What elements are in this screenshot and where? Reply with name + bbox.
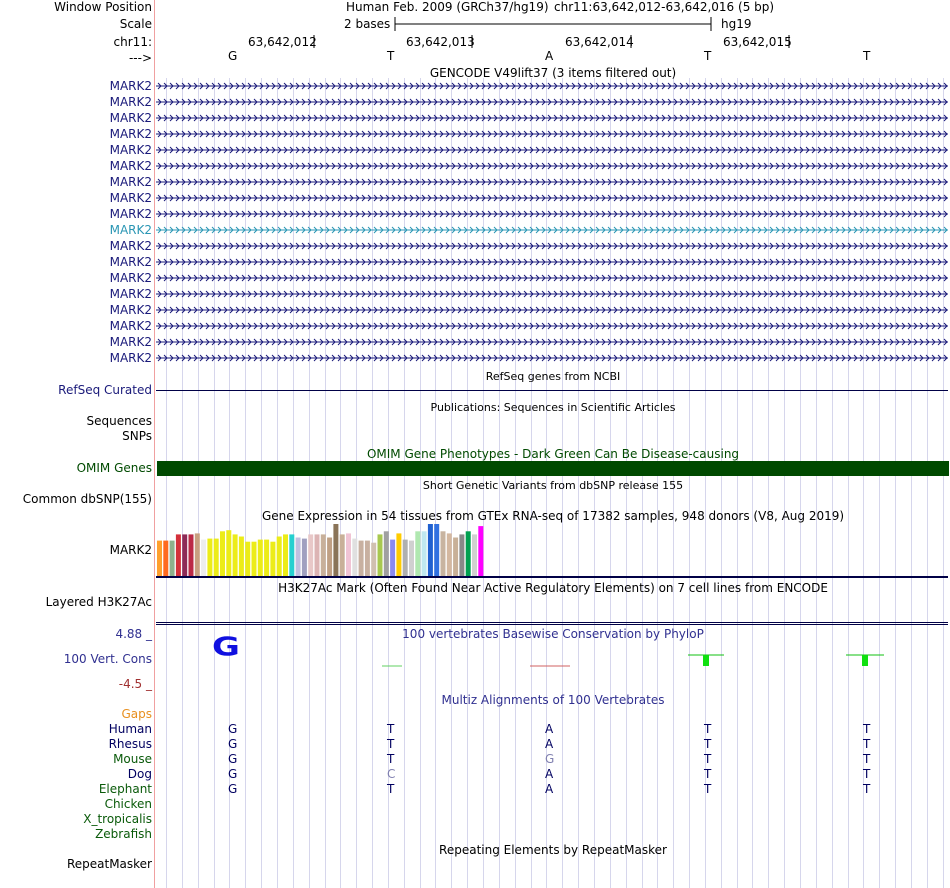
gencode-gene-label[interactable]: MARK2 [109, 255, 152, 269]
gencode-gene-label[interactable]: MARK2 [109, 111, 152, 125]
refseq-track-title: RefSeq genes from NCBI [485, 370, 621, 383]
window-position-label: Window Position [54, 0, 152, 14]
gencode-gene-label[interactable]: MARK2 [109, 175, 152, 189]
cons-track-label[interactable]: 100 Vert. Cons [63, 652, 152, 666]
multiz-species-label[interactable]: Human [108, 722, 152, 736]
coord-label: 63,642,015 [723, 35, 792, 49]
omim-track-label[interactable]: OMIM Genes [76, 461, 152, 475]
gencode-gene-label[interactable]: MARK2 [109, 207, 152, 221]
gencode-gene-label[interactable]: MARK2 [109, 351, 152, 365]
gencode-gene-label[interactable]: MARK2 [109, 127, 152, 141]
dbsnp-track-label[interactable]: Common dbSNP(155) [22, 492, 152, 506]
multiz-base: A [545, 782, 554, 796]
multiz-base: T [704, 737, 712, 751]
refseq-track-label[interactable]: RefSeq Curated [58, 383, 152, 397]
multiz-base: G [228, 767, 238, 781]
assembly-title: Human Feb. 2009 (GRCh37/hg19) [346, 0, 549, 14]
gencode-gene-label[interactable]: MARK2 [109, 319, 152, 333]
gencode-track-title: GENCODE V49lift37 (3 items filtered out) [429, 66, 677, 80]
cons-max-label: 4.88 _ [115, 627, 152, 641]
coord-label: 63,642,012 [248, 35, 317, 49]
scale-label: Scale [119, 17, 152, 31]
multiz-base: G [228, 782, 238, 796]
multiz-base: G [228, 737, 238, 751]
cons-track-title: 100 vertebrates Basewise Conservation by PhyloP [402, 627, 704, 641]
cons-logo-letter: G [212, 632, 240, 662]
multiz-track-title: Multiz Alignments of 100 Vertebrates [441, 693, 665, 707]
h3k27ac-track-label[interactable]: Layered H3K27Ac [45, 595, 152, 609]
multiz-base: T [387, 722, 395, 736]
pubs-snps-label[interactable]: SNPs [122, 429, 152, 443]
multiz-base: T [863, 752, 871, 766]
coord-label: 63,642,013 [406, 35, 475, 49]
multiz-base: T [863, 782, 871, 796]
multiz-base: T [387, 782, 395, 796]
multiz-base: G [545, 752, 555, 766]
gtex-track-title: Gene Expression in 54 tissues from GTEx RNA-seq of 17382 samples, 948 donors (V8, Aug 2019) [261, 509, 845, 523]
scale-text: 2 bases [344, 17, 391, 31]
pubs-track-title: Publications: Sequences in Scientific Articles [430, 401, 676, 414]
multiz-species-label[interactable]: Chicken [104, 797, 152, 811]
h3k27ac-track-title: H3K27Ac Mark (Often Found Near Active Regulatory Elements) on 7 cell lines from ENCODE [278, 581, 828, 595]
multiz-base: T [704, 752, 712, 766]
multiz-base: G [228, 752, 238, 766]
multiz-base: A [545, 767, 554, 781]
multiz-species-label[interactable]: Mouse [113, 752, 152, 766]
multiz-base: T [387, 737, 395, 751]
multiz-base: A [545, 737, 554, 751]
gencode-gene-label[interactable]: MARK2 [109, 159, 152, 173]
position-title: chr11:63,642,012-63,642,016 (5 bp) [554, 0, 775, 14]
coord-label: 63,642,014 [565, 35, 634, 49]
gencode-gene-label[interactable]: MARK2 [109, 79, 152, 93]
base-letter: T [863, 49, 871, 63]
pubs-sequences-label[interactable]: Sequences [86, 414, 152, 428]
gtex-gene-label[interactable]: MARK2 [109, 543, 152, 557]
multiz-species-label[interactable]: X_tropicalis [83, 812, 152, 826]
gencode-gene-label[interactable]: MARK2 [109, 239, 152, 253]
multiz-base: G [228, 722, 238, 736]
repeatmasker-track-label[interactable]: RepeatMasker [66, 857, 152, 871]
gencode-gene-label[interactable]: MARK2 [109, 335, 152, 349]
dbsnp-track-title: Short Genetic Variants from dbSNP release 155 [422, 479, 684, 492]
multiz-base: T [387, 752, 395, 766]
gencode-gene-label[interactable]: MARK2 [109, 303, 152, 317]
multiz-species-label[interactable]: Rhesus [108, 737, 152, 751]
multiz-base: T [704, 722, 712, 736]
multiz-base: C [387, 767, 396, 781]
multiz-gaps-label[interactable]: Gaps [121, 707, 152, 721]
gencode-gene-label[interactable]: MARK2 [109, 95, 152, 109]
gencode-gene-label[interactable]: MARK2 [109, 271, 152, 285]
multiz-base: T [863, 722, 871, 736]
multiz-species-label[interactable]: Zebrafish [95, 827, 152, 841]
gencode-gene-label[interactable]: MARK2 [109, 287, 152, 301]
gencode-gene-label[interactable]: MARK2 [109, 191, 152, 205]
gencode-gene-label[interactable]: MARK2 [109, 223, 152, 237]
multiz-base: T [704, 767, 712, 781]
multiz-species-label[interactable]: Elephant [98, 782, 152, 796]
scale-db: hg19 [721, 17, 752, 31]
cons-min-label: -4.5 _ [118, 677, 152, 691]
base-letter: A [545, 49, 554, 63]
chrom-label: chr11: [113, 35, 152, 49]
multiz-base: T [704, 782, 712, 796]
multiz-base: T [863, 737, 871, 751]
multiz-base: A [545, 722, 554, 736]
multiz-base: T [863, 767, 871, 781]
repeatmasker-track-title: Repeating Elements by RepeatMasker [439, 843, 667, 857]
strand-label[interactable]: ---> [128, 51, 152, 65]
base-letter: G [228, 49, 238, 63]
multiz-species-label[interactable]: Dog [127, 767, 152, 781]
base-letter: T [387, 49, 395, 63]
omim-track-title: OMIM Gene Phenotypes - Dark Green Can Be Disease-causing [366, 447, 740, 461]
base-letter: T [704, 49, 712, 63]
gencode-gene-label[interactable]: MARK2 [109, 143, 152, 157]
